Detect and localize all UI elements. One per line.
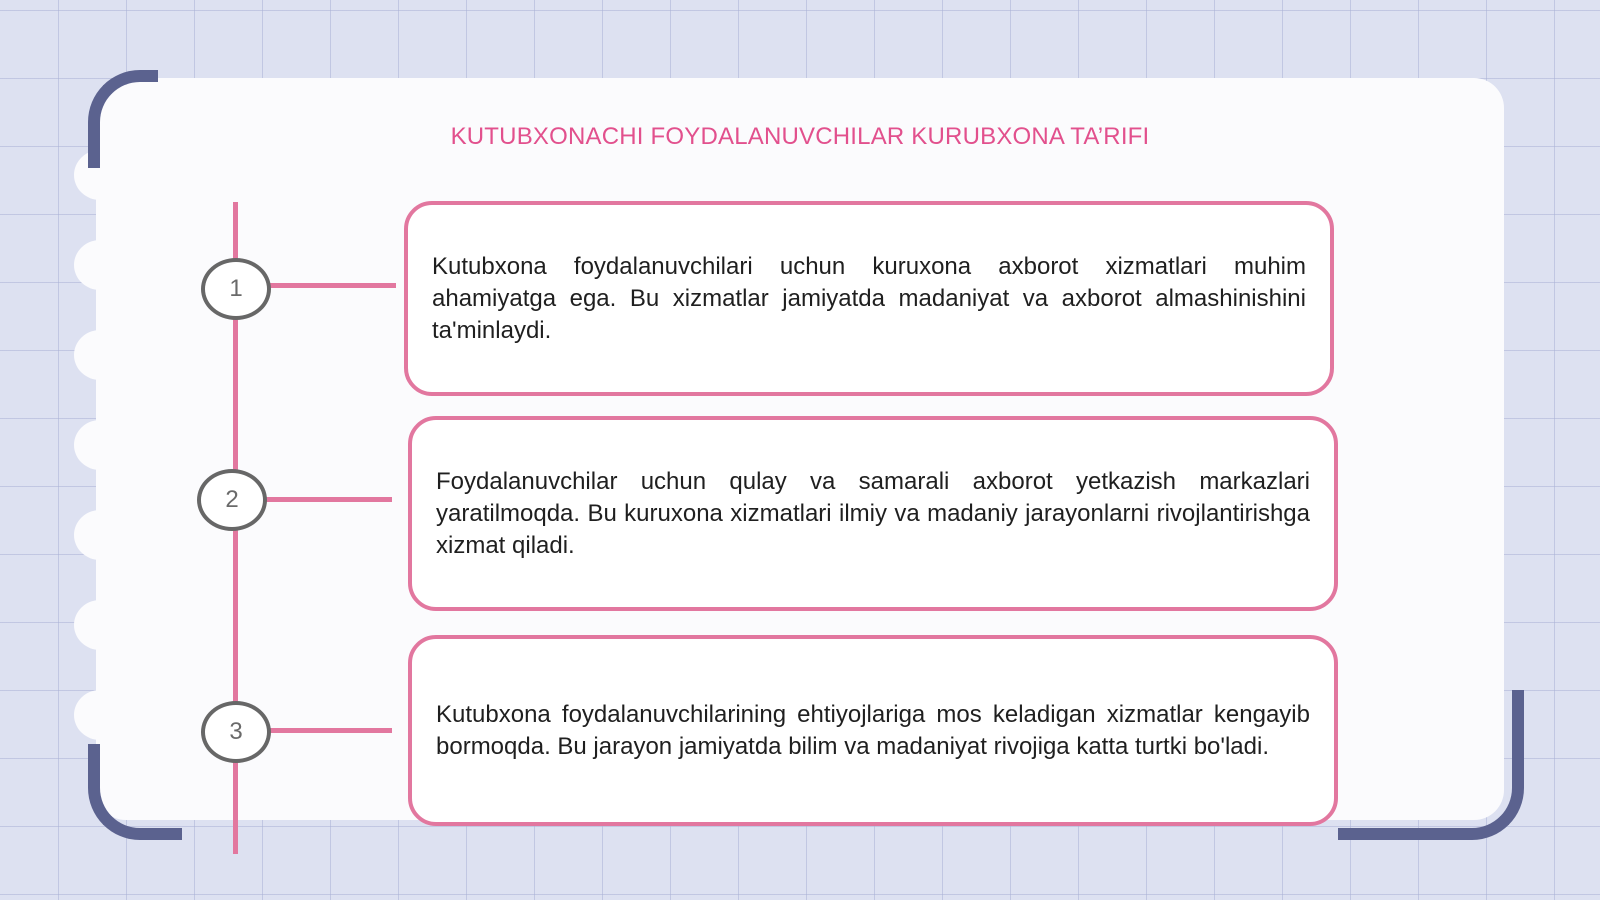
- timeline-connector-2: [264, 497, 392, 502]
- corner-bracket-bottom-right: [1338, 690, 1524, 840]
- timeline-connector-3: [268, 728, 392, 733]
- timeline-connector-1: [268, 283, 396, 288]
- step-text-2: Foydalanuvchilar uchun qulay va samarali axborot yetkazish markazlari yaratilmoqda. Bu kuruxona xizmatlari ilmiy va madaniy jarayonlarni rivojlantirishga xizmat qiladi.: [436, 467, 1310, 559]
- scallop-edge: [74, 420, 126, 470]
- step-text-1: Kutubxona foydalanuvchilari uchun kuruxona axborot xizmatlari muhim ahamiyatga ega. Bu xizmatlar jamiyatda madaniyat va axborot almashinishini ta'minlaydi.: [432, 252, 1306, 344]
- step-text-3: Kutubxona foydalanuvchilarining ehtiyojlariga mos keladigan xizmatlar kengayib bormoqda. Bu jarayon jamiyatda bilim va madaniyat rivojiga katta turtki bo'ladi.: [436, 700, 1310, 760]
- scallop-edge: [74, 510, 126, 560]
- step-number-2: 2: [197, 469, 267, 531]
- scallop-edge: [74, 330, 126, 380]
- step-number-1: 1: [201, 258, 271, 320]
- scallop-edge: [74, 600, 126, 650]
- scallop-edge: [74, 690, 126, 740]
- scallop-edge: [74, 240, 126, 290]
- step-number-3: 3: [201, 701, 271, 763]
- step-box-2: [408, 416, 1338, 611]
- corner-bracket-top-left: [88, 70, 158, 168]
- step-box-3: [408, 635, 1338, 826]
- slide-title: KUTUBXONACHI FOYDALANUVCHILAR KURUBXONA TA’RIFI: [450, 123, 1150, 150]
- step-box-1: [404, 201, 1334, 396]
- corner-bracket-bottom-left: [88, 744, 182, 840]
